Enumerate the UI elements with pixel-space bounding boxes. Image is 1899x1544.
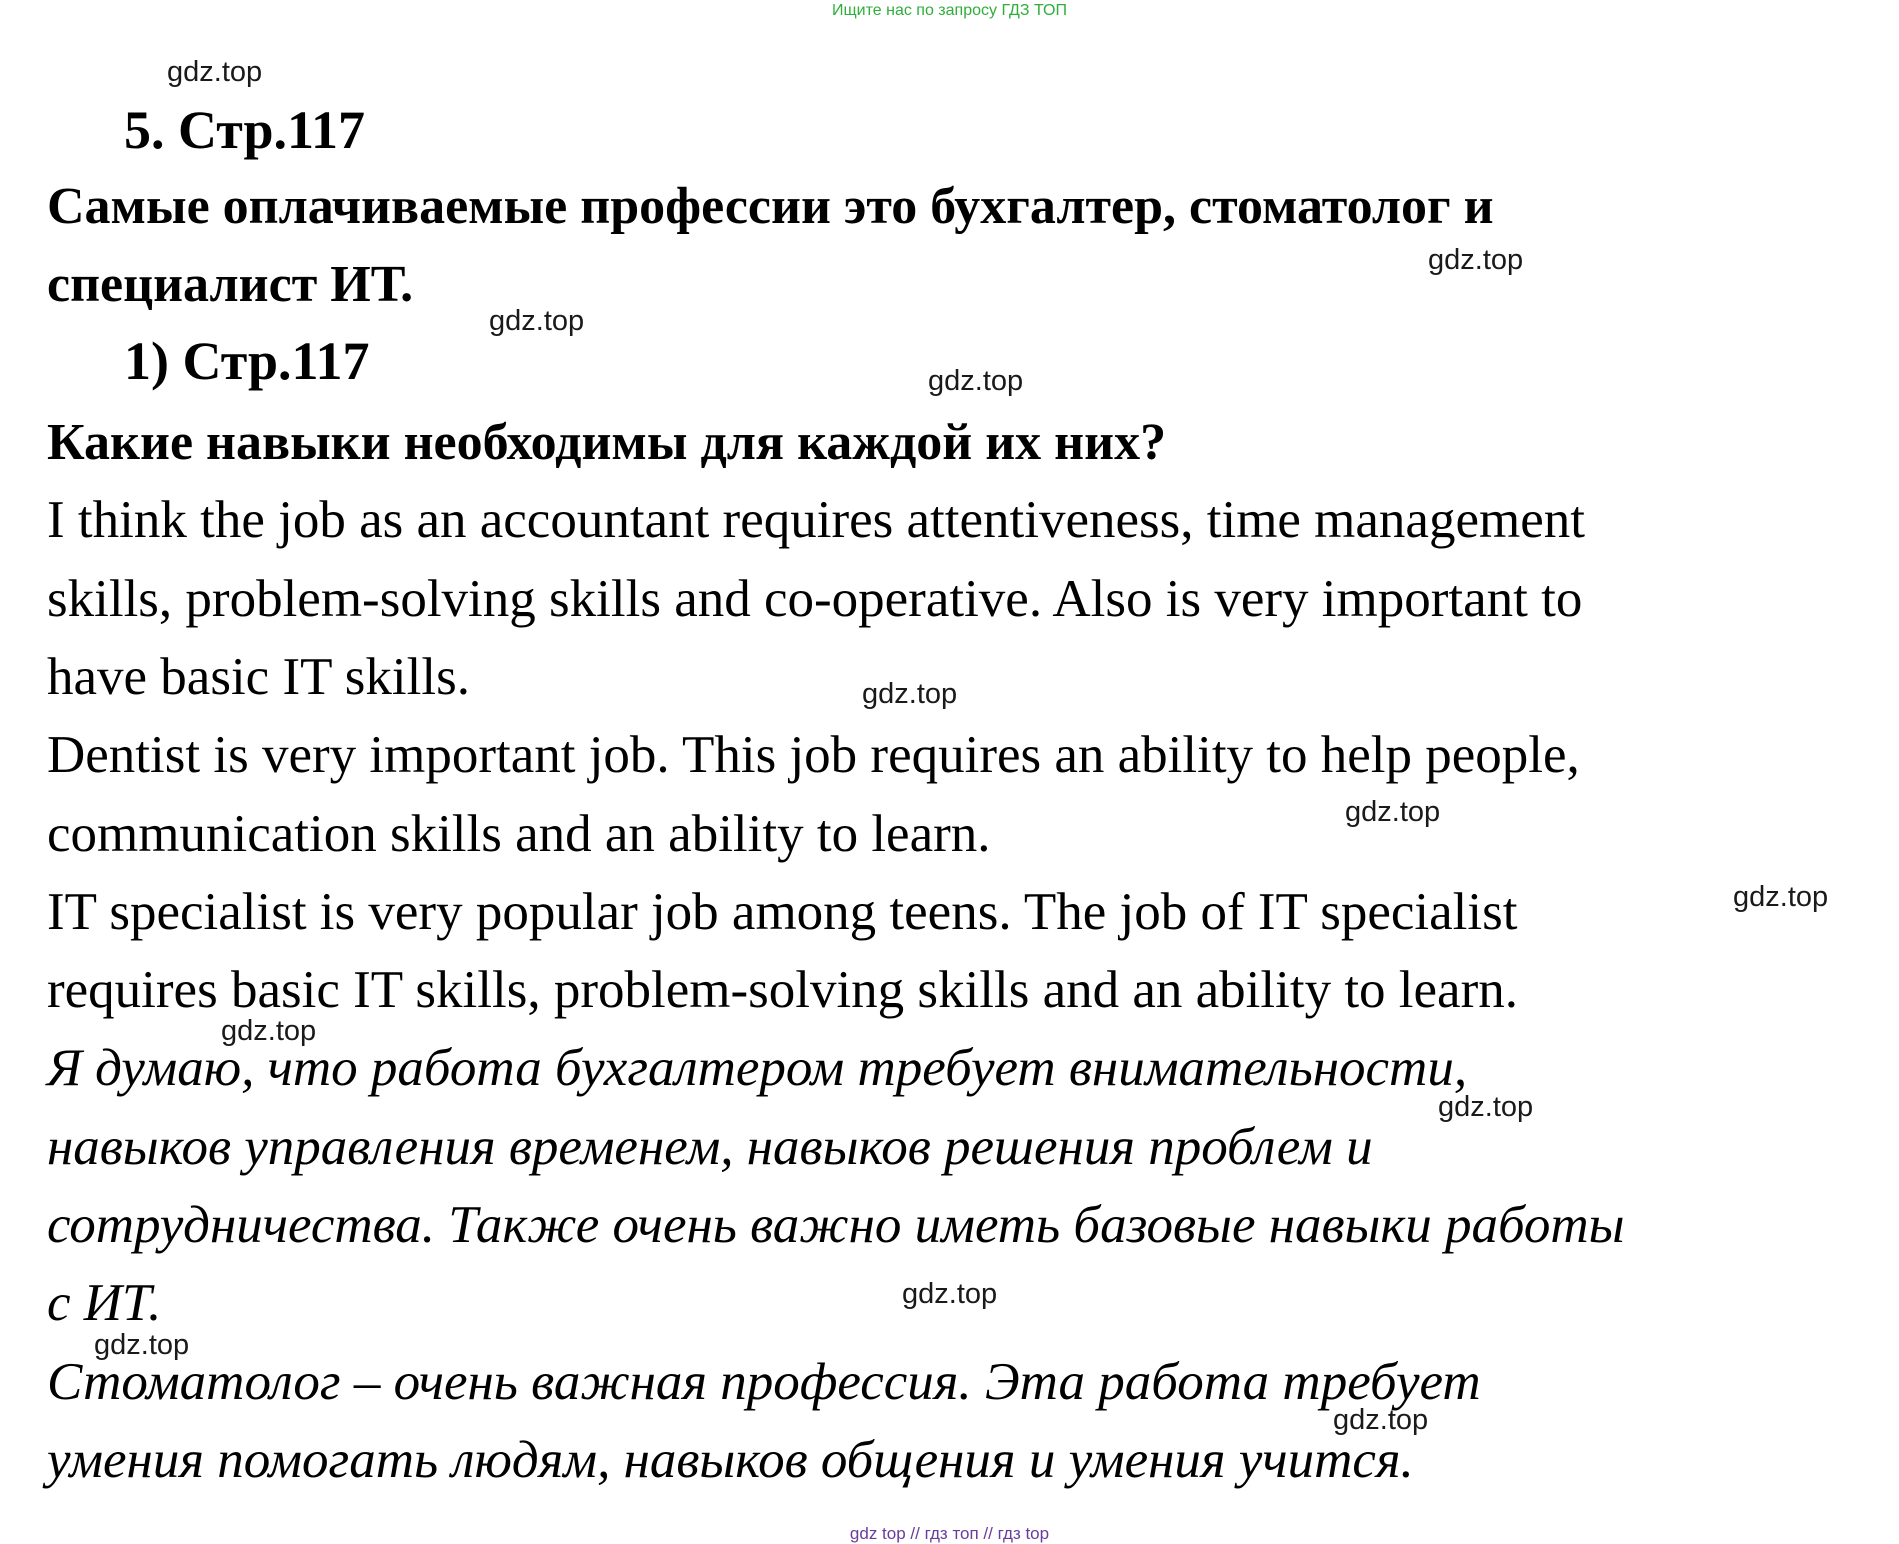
footer-note: gdz top // гдз топ // гдз top bbox=[849, 1524, 1050, 1543]
english-line-3: have basic IT skills. bbox=[47, 648, 470, 706]
watermark: gdz.top bbox=[1333, 1404, 1429, 1436]
watermark: gdz.top bbox=[94, 1329, 190, 1361]
watermark: gdz.top bbox=[1438, 1091, 1534, 1123]
english-line-1: I think the job as an accountant requires attentiveness, time management bbox=[47, 491, 1585, 549]
english-line-6: IT specialist is very popular job among teens. The job of IT specialist bbox=[47, 883, 1518, 941]
english-line-7: requires basic IT skills, problem-solving skills and an ability to learn. bbox=[47, 961, 1518, 1019]
watermark: gdz.top bbox=[862, 678, 958, 710]
russian-line-4: с ИТ. bbox=[47, 1274, 162, 1332]
russian-line-2: навыков управления временем, навыков решения проблем и bbox=[47, 1118, 1373, 1176]
search-hint: Ищите нас по запросу ГДЗ ТОП bbox=[832, 2, 1067, 19]
question-text: Какие навыки необходимы для каждой их них? bbox=[47, 414, 1167, 471]
statement-line-1: Самые оплачиваемые профессии это бухгалтер, стоматолог и bbox=[47, 178, 1494, 235]
russian-line-3: сотрудничества. Также очень важно иметь базовые навыки работы bbox=[47, 1196, 1625, 1254]
watermark: gdz.top bbox=[221, 1015, 317, 1047]
section-heading-1: 5. Стр.117 bbox=[124, 100, 366, 160]
english-line-5: communication skills and an ability to learn. bbox=[47, 805, 991, 863]
watermark: gdz.top bbox=[1428, 244, 1524, 276]
english-line-4: Dentist is very important job. This job requires an ability to help people, bbox=[47, 726, 1580, 784]
russian-line-1: Я думаю, что работа бухгалтером требует внимательности, bbox=[47, 1039, 1468, 1097]
russian-line-6: умения помогать людям, навыков общения и умения учится. bbox=[47, 1431, 1414, 1489]
watermark: gdz.top bbox=[1345, 796, 1441, 828]
section-heading-2: 1) Стр.117 bbox=[124, 331, 370, 391]
watermark: gdz.top bbox=[1733, 881, 1829, 913]
watermark: gdz.top bbox=[489, 305, 585, 337]
russian-line-5: Стоматолог – очень важная профессия. Эта работа требует bbox=[47, 1353, 1481, 1411]
statement-line-2: специалист ИТ. bbox=[47, 256, 414, 313]
watermark: gdz.top bbox=[928, 365, 1024, 397]
watermark: gdz.top bbox=[902, 1278, 998, 1310]
english-line-2: skills, problem-solving skills and co-operative. Also is very important to bbox=[47, 570, 1583, 628]
watermark: gdz.top bbox=[167, 56, 263, 88]
